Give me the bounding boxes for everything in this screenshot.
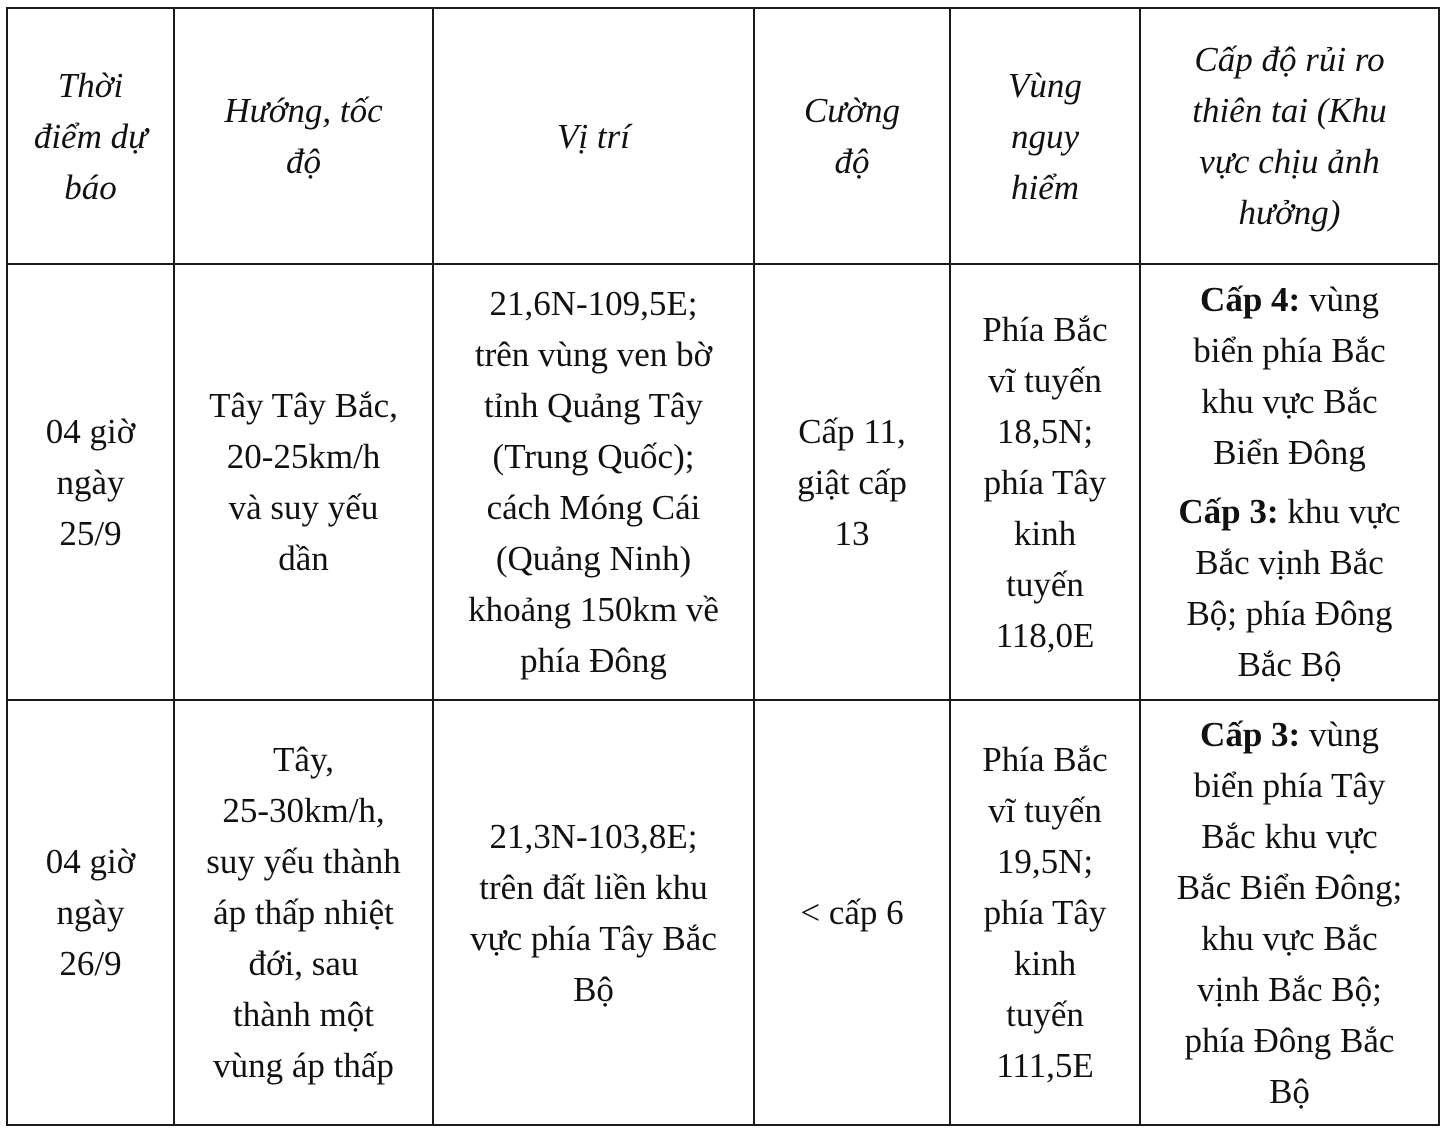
cell-time: 04 giờ ngày 26/9	[7, 700, 174, 1125]
header-risk-level: Cấp độ rủi ro thiên tai (Khu vực chịu ảnh hưởng)	[1140, 8, 1439, 264]
table-row	[7, 264, 1439, 700]
header-forecast-time: Thời điểm dự báo	[7, 8, 174, 264]
cell-time: 04 giờ ngày 25/9	[7, 264, 174, 700]
risk-level-block: Cấp 3: vùng biển phía Tây Bắc khu vực Bắc Biển Đông; khu vực Bắc vịnh Bắc Bộ; phía Đông Bắc Bộ	[1176, 714, 1403, 1111]
cell-danger-zone: Phía Bắc vĩ tuyến 19,5N; phía Tây kinh tuyến 111,5E	[950, 700, 1140, 1125]
table-header-row	[7, 8, 1439, 264]
cell-danger-zone: Phía Bắc vĩ tuyến 18,5N; phía Tây kinh tuyến 118,0E	[950, 264, 1140, 700]
header-direction-speed: Hướng, tốc độ	[174, 8, 433, 264]
header-danger-zone: Vùng nguy hiểm	[950, 8, 1140, 264]
cell-direction: Tây, 25-30km/h, suy yếu thành áp thấp nhiệt đới, sau thành một vùng áp thấp	[174, 700, 433, 1125]
header-intensity: Cường độ	[754, 8, 950, 264]
cell-risk-level	[1140, 264, 1439, 700]
risk-level-label: Cấp 4:	[1200, 280, 1301, 319]
header-position: Vị trí	[433, 8, 754, 264]
cell-position: 21,3N-103,8E; trên đất liền khu vực phía Tây Bắc Bộ	[433, 700, 754, 1125]
table-row	[7, 700, 1439, 1125]
risk-level-block: Cấp 4: vùng biển phía Bắc khu vực Bắc Biển Đông	[1193, 280, 1386, 472]
risk-level-label: Cấp 3:	[1178, 492, 1279, 531]
cell-intensity: Cấp 11, giật cấp 13	[754, 264, 950, 700]
risk-level-label: Cấp 3:	[1200, 714, 1301, 754]
cell-direction: Tây Tây Bắc, 20-25km/h và suy yếu dần	[174, 264, 433, 700]
forecast-table	[6, 7, 1440, 1126]
cell-intensity: < cấp 6	[754, 700, 950, 1125]
risk-level-block: Cấp 3: khu vực Bắc vịnh Bắc Bộ; phía Đông Bắc Bộ	[1178, 492, 1401, 684]
cell-position: 21,6N-109,5E; trên vùng ven bờ tỉnh Quảng Tây (Trung Quốc); cách Móng Cái (Quảng Ninh) khoảng 150km về phía Đông	[433, 264, 754, 700]
cell-risk-level	[1140, 700, 1439, 1125]
